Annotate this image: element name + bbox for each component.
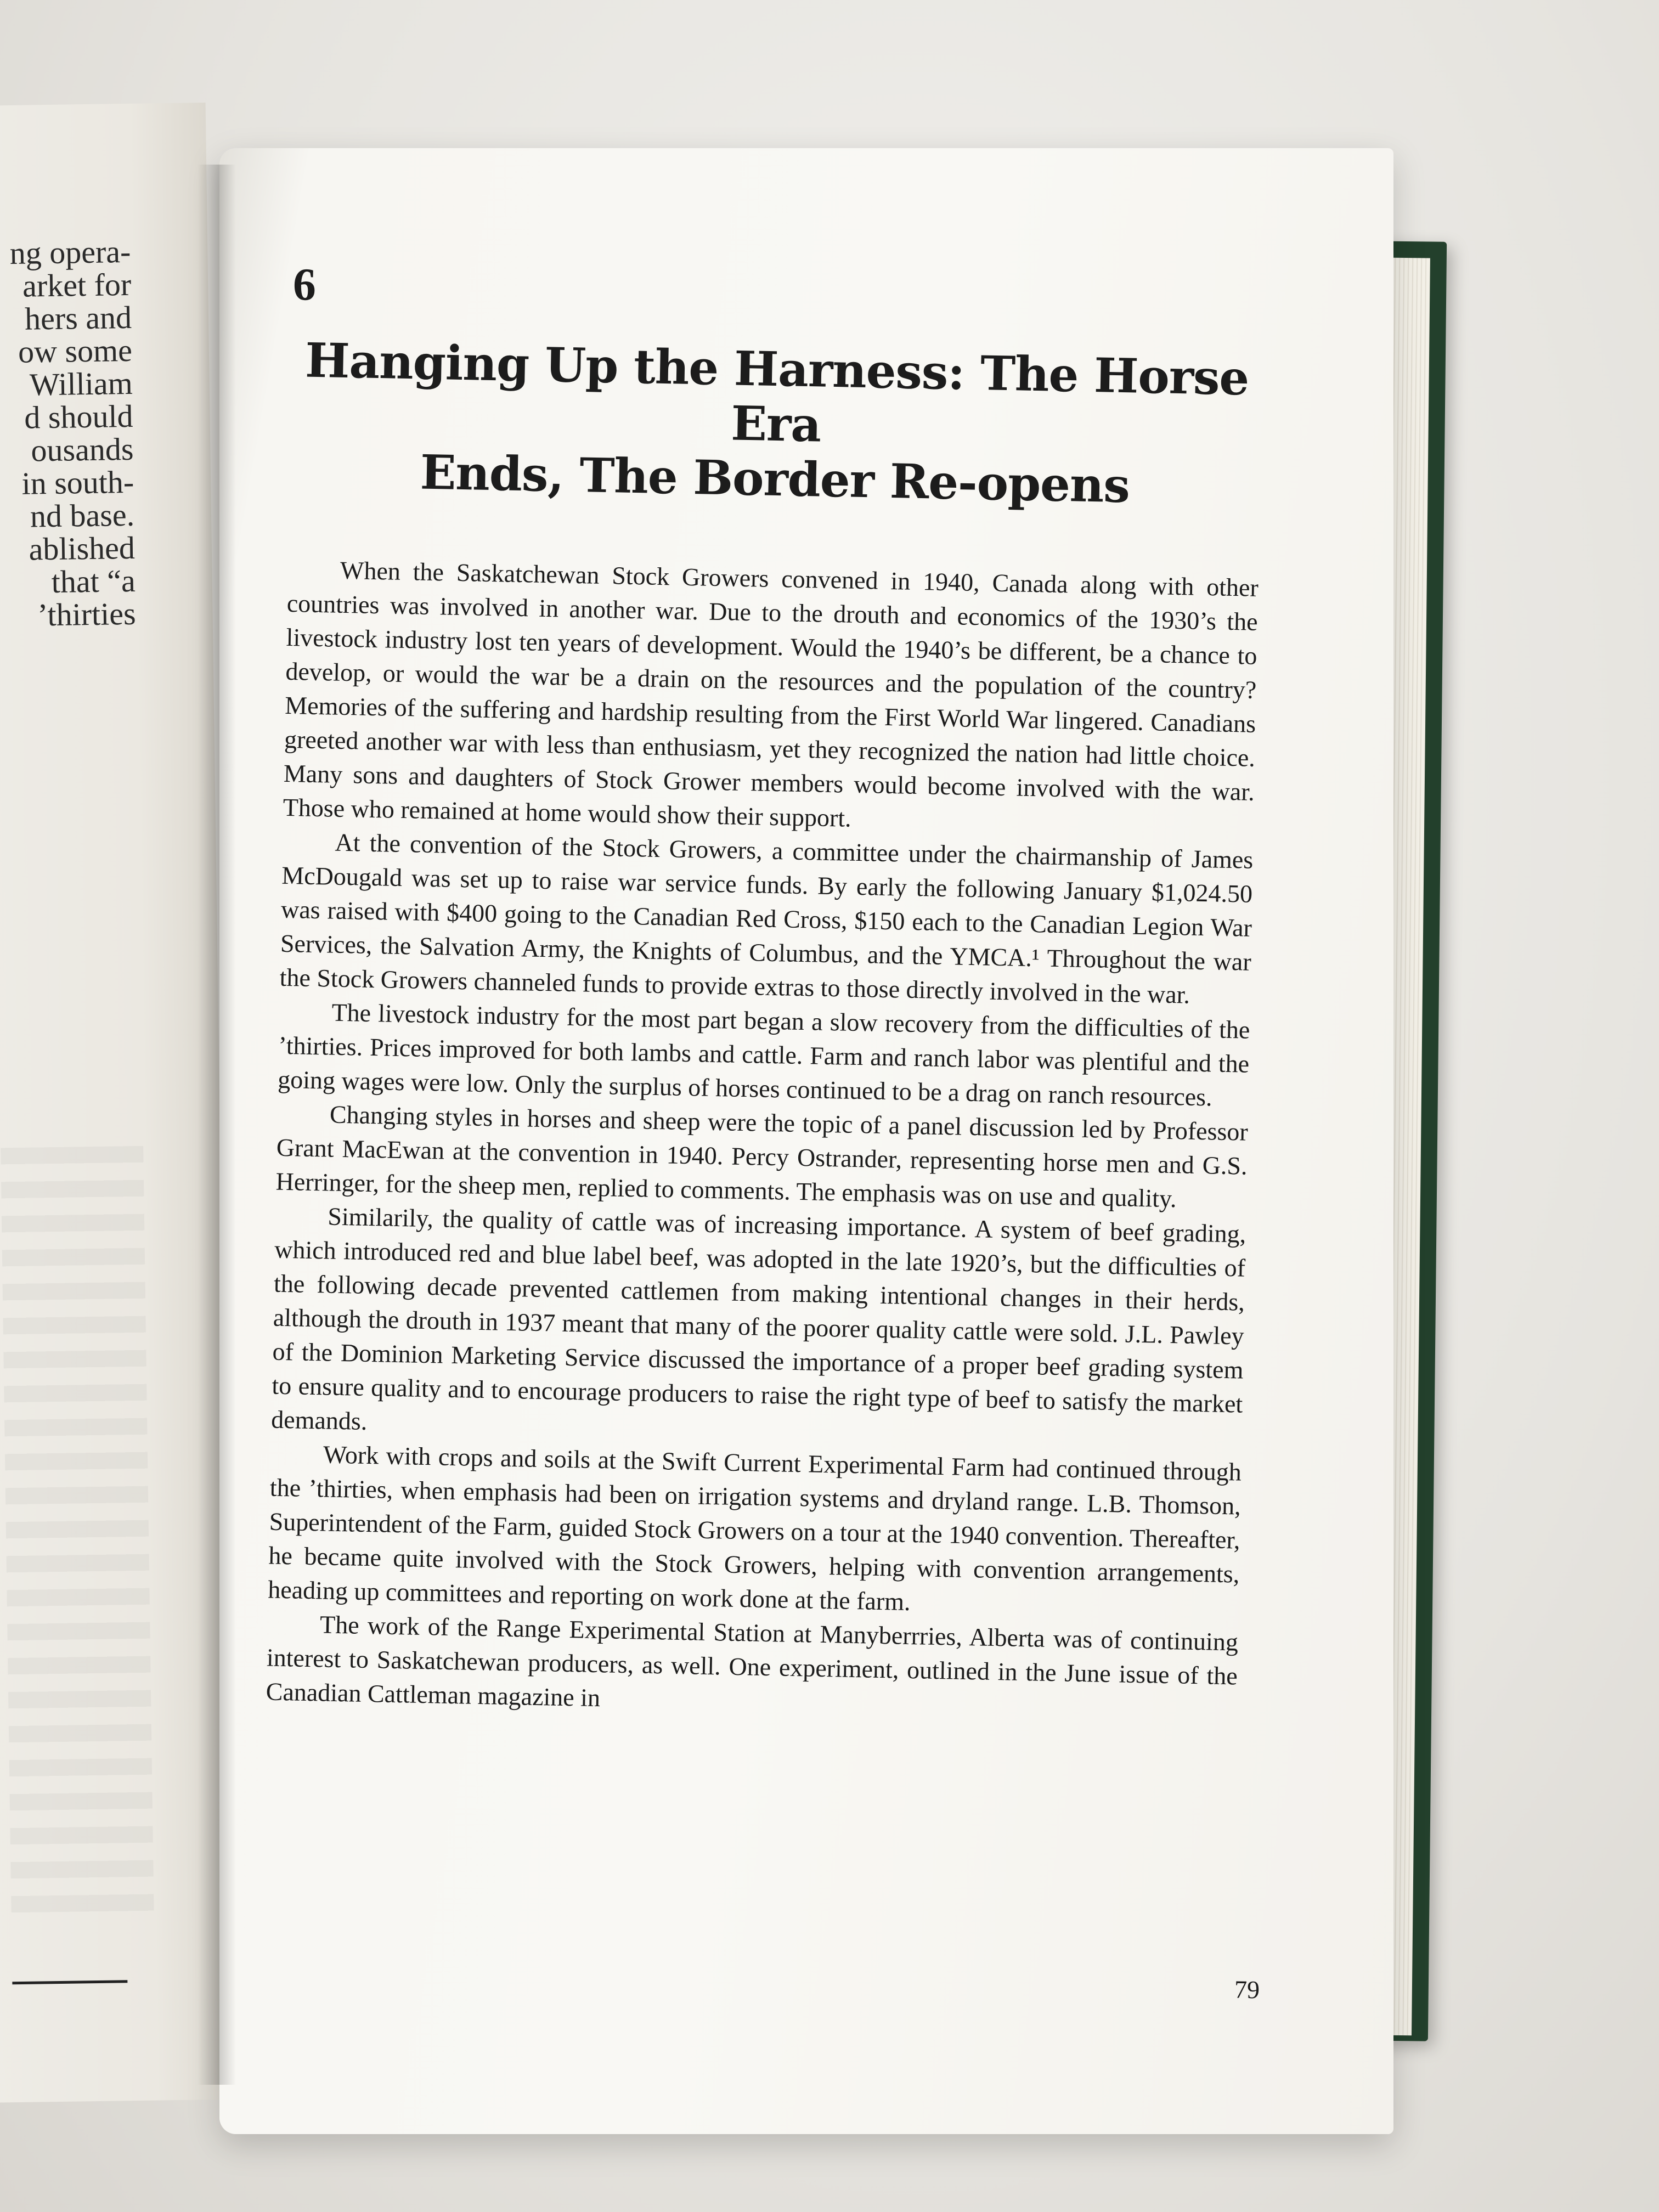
book-gutter-shadow [198, 165, 236, 2085]
paragraph: When the Saskatchewan Stock Growers convened in 1940, Canada along with other countries was involved in another war. Due to the drouth and economics of the 1930’s the livestock industry lost ten years of development. Would the 1940’s be different, be a chance to develop, or would the war be a drain on the resources and the population of the country? Memories of the suffering and hardship resulting from the First World War lingered. Canadians greeted another war with less than enthusiasm, yet they recognized the nation had little choice. Many sons and daughters of Stock Grower members would become involved with the war. Those who remained at home would show their support. [283, 556, 1259, 832]
left-line: nd base. [30, 496, 135, 534]
paragraph: Similarily, the quality of cattle was of increasing importance. A system of beef grading, which introduced red and blue label beef, was adopted in the late 1920’s, but the difficulties of the following decade prevented cattlemen from making intentional changes in their herds, although the drouth in 1937 meant that many of the poorer quality cattle were sold. J.L. Pawley of the Dominion Marketing Service discussed the importance of a proper beef grading system to ensure quality and to encourage producers to raise the right type of beef to satisfy the market demands. [270, 1202, 1246, 1435]
paragraph: The work of the Range Experimental Station at Manyberrries, Alberta was of continuing interest to Saskatchewan producers, as well. One experiment, outlined in the June issue of the Canadian Cattleman magazine in [266, 1610, 1239, 1712]
footnote-rule [12, 1980, 127, 1984]
left-line: arket for [22, 266, 132, 304]
paragraph: Work with crops and soils at the Swift Current Experimental Farm had continued through the ’thirties, when emphasis had been on irrigation systems and dryland range. L.B. Thomson, Superintendent of the Farm, guided Stock Growers on a tour at the 1940 convention. Thereafter, he became quite involved with the Stock Growers, helping with convention arrangements, heading up committees and reporting on work done at the farm. [267, 1440, 1242, 1616]
chapter-title-line: Ends, The Border Re-opens [419, 444, 1130, 514]
left-line: ng opera- [9, 233, 131, 271]
left-line: ow some [18, 332, 133, 370]
left-line: hers and [24, 299, 132, 337]
left-line: in south- [21, 464, 134, 501]
left-line: William [29, 365, 133, 403]
paragraph: The livestock industry for the most part began a slow recovery from the difficulties of the ’thirties. Prices improved for both lambs and cattle. Farm and ranch labor was plentiful and the going wages were low. Only the surplus of horses continued to be a drag on ranch resources. [277, 998, 1250, 1111]
page-number: 79 [1234, 1975, 1260, 2004]
paragraph: At the convention of the Stock Growers, a committee under the chairmanship of James McDougald was set up to raise war service funds. By early the following January $1,024.50 was raised with $400 going to the Canadian Red Cross, $150 each to the Canadian Legion War Services, the Salvation Army, the Knights of Columbus, and the YMCA.¹ Throughout the war the Stock Growers channeled funds to provide extras to those directly involved in the war. [279, 828, 1254, 1009]
body-text [266, 552, 1259, 1728]
left-line: ousands [31, 431, 134, 469]
right-page [219, 148, 1393, 2134]
paragraph: Changing styles in horses and sheep were the topic of a panel discussion led by Professor Grant MacEwan at the convention in 1940. Percy Ostrander, representing horse men and G.S. Herringer, for the sheep men, replied to comments. The emphasis was on use and quality. [275, 1100, 1249, 1213]
left-line: d should [24, 398, 133, 436]
chapter-title-line: Hanging Up the Harness: The Horse Era [304, 332, 1250, 453]
chapter-number: 6 [292, 258, 317, 311]
left-page-text [0, 235, 136, 633]
left-line: ’thirties [37, 595, 137, 633]
show-through-text [1, 1146, 154, 1916]
left-line: ablished [29, 529, 136, 567]
left-line: that “a [51, 562, 136, 600]
page-content [266, 258, 1264, 1727]
chapter-title [289, 333, 1263, 516]
